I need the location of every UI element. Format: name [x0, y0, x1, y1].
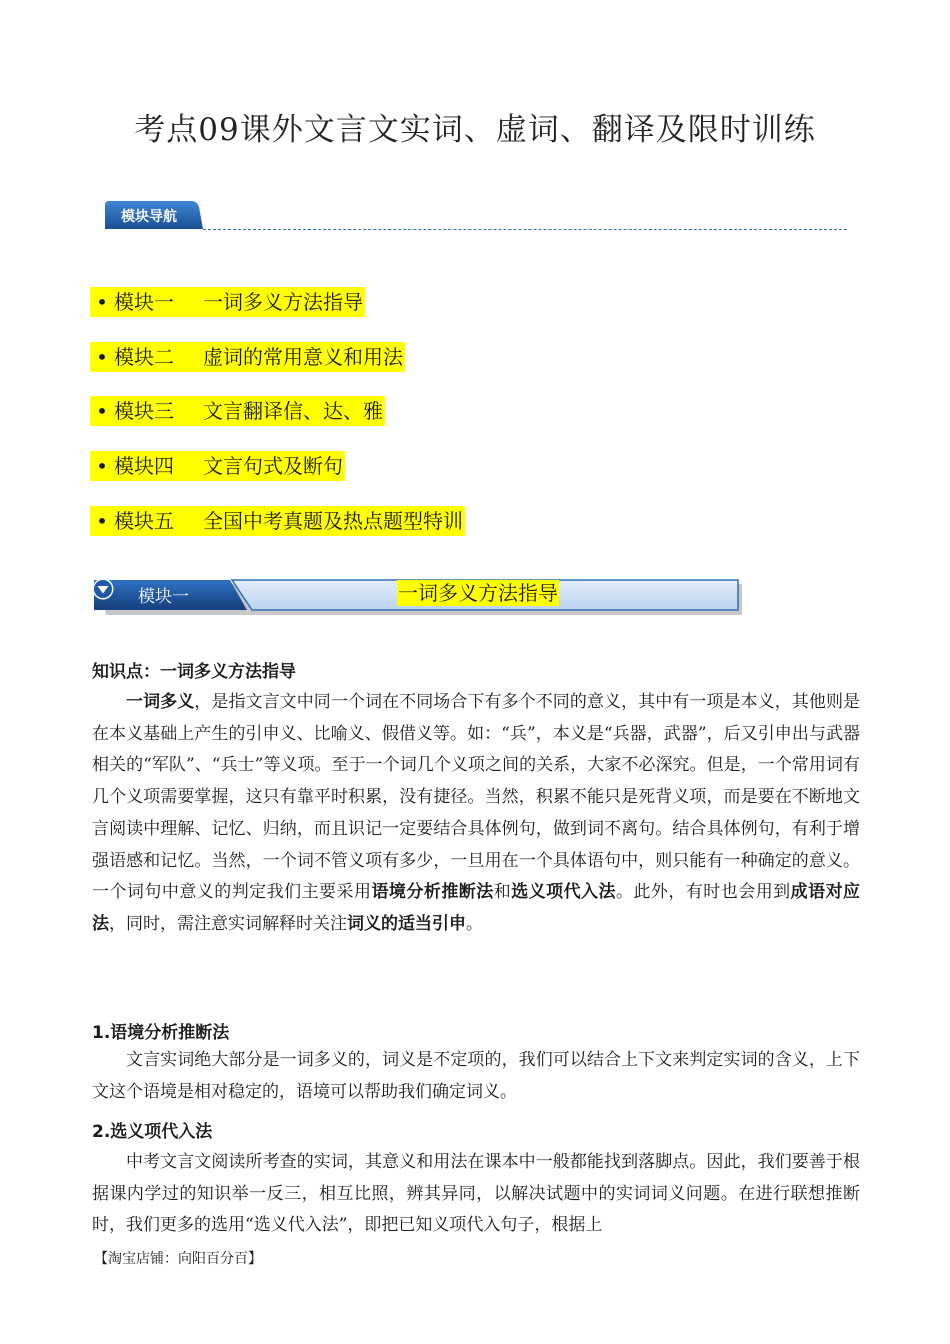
module-nav-tab: [105, 199, 203, 230]
nav-item-module: 模块二: [114, 345, 174, 369]
nav-item-module-1[interactable]: [90, 287, 365, 317]
section-paragraph-1: 文言实词绝大部分是一词多义的，词义是不定项的，我们可以结合上下文来判定实词的含义，上下文这个语境是相对稳定的，语境可以帮助我们确定词义。: [92, 1050, 860, 1102]
nav-item-module: 模块一: [114, 290, 174, 314]
nav-item-topic: 文言翻译信、达、雅: [203, 399, 383, 423]
paragraph-text: 。: [466, 913, 483, 934]
bold-term: 选义项代入法: [511, 882, 616, 903]
section-heading-1: 1.语境分析推断法: [92, 1023, 230, 1043]
nav-item-module: 模块四: [114, 454, 174, 478]
paragraph-text: ，同时，需注意实词解释时关注: [109, 913, 347, 934]
nav-divider: [203, 229, 847, 230]
banner-title: 一词多义方法指导: [398, 581, 558, 605]
nav-item-topic: 虚词的常用意义和用法: [203, 345, 403, 369]
nav-item-topic: 全国中考真题及热点题型特训: [203, 509, 463, 533]
footer-shop-label: 【淘宝店铺：向阳百分百】: [94, 1251, 262, 1267]
nav-item-module: 模块五: [114, 509, 174, 533]
bullet-icon: •: [96, 290, 108, 314]
nav-item-module-3[interactable]: [90, 396, 385, 426]
bold-term: 一词多义: [126, 692, 195, 712]
module-banner: [92, 578, 744, 616]
nav-item-topic: 一词多义方法指导: [203, 290, 363, 314]
bold-term: 成语对应法: [92, 882, 861, 934]
nav-tab-label: 模块导航: [121, 209, 177, 225]
nav-item-module: 模块三: [114, 399, 174, 423]
knowledge-paragraph: [92, 687, 860, 941]
nav-item-module-2[interactable]: [90, 342, 405, 372]
knowledge-heading: 知识点：一词多义方法指导: [92, 662, 296, 682]
bullet-icon: •: [96, 345, 108, 369]
paragraph-text: ，是指文言文中同一个词在不同场合下有多个不同的意义，其中有一项是本义，其他则是在本义基础上产生的引申义、比喻义、假借义等。如：“兵”，本义是“兵器，武器”，后又引申出与武器相关的“军队”、“兵士”等义项。至于一个词几个义项之间的关系，大家不必深究。但是，一个常用词有几个义项需要掌握，这只有靠平时积累，没有捷径。当然，积累不能只是死背义项，而是要在不断地文言阅读中理解、记忆、归纳，而且识记一定要结合具体例句，做到词不离句。结合具体例句，有利于增强语感和记忆。当然，一个词不管义项有多少，一旦用在一个具体语句中，则只能有一种确定的意义。一个词句中意义的判定我们主要采用: [92, 692, 861, 903]
paragraph-text: 。此外，有时也会用到: [615, 882, 791, 903]
chevron-down-circle-icon[interactable]: [92, 578, 114, 600]
section-heading-2: 2.选义项代入法: [92, 1122, 213, 1142]
nav-item-topic: 文言句式及断句: [203, 454, 343, 478]
banner-module-label: 模块一: [138, 587, 189, 607]
section-paragraph-2: 中考文言文阅读所考查的实词，其意义和用法在课本中一般都能找到落脚点。因此，我们要善于根据课内学过的知识举一反三，相互比照，辨其异同，以解决试题中的实词词义问题。在进行联想推断时，我们更多的选用“选义代入法”，即把已知义项代入句子，根据上: [92, 1152, 860, 1236]
nav-item-module-5[interactable]: [90, 506, 465, 536]
bullet-icon: •: [96, 399, 108, 423]
page-title: 考点09课外文言文实词、虚词、翻译及限时训练: [134, 112, 816, 148]
nav-item-module-4[interactable]: [90, 451, 345, 481]
bullet-icon: •: [96, 509, 108, 533]
bullet-icon: •: [96, 454, 108, 478]
bold-term: 词义的适当引申: [347, 913, 466, 934]
paragraph-text: 和: [493, 882, 512, 903]
bold-term: 语境分析推断法: [371, 882, 494, 903]
